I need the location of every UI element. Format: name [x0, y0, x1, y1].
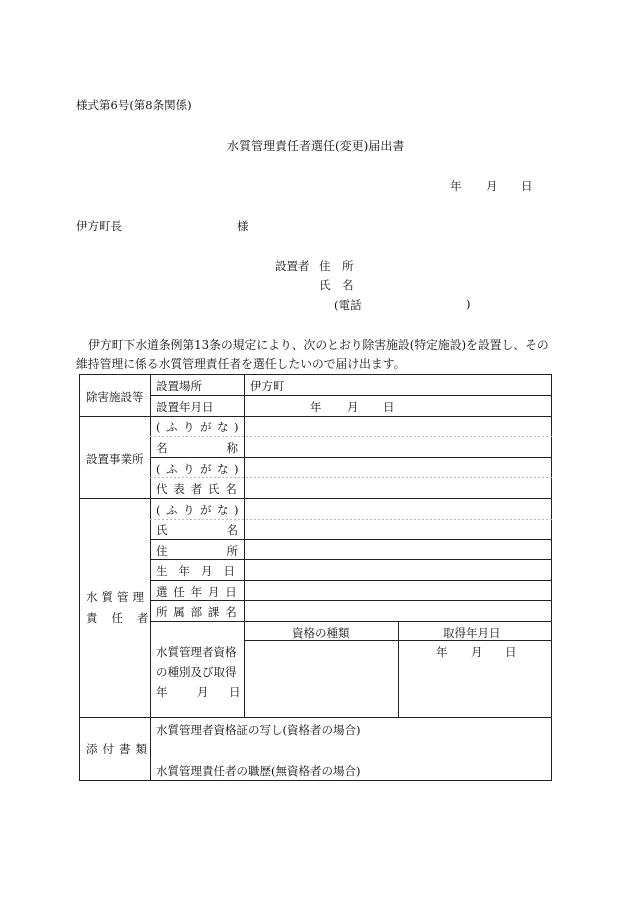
attachment-item-1: 水質管理者資格証の写し(資格者の場合): [156, 723, 361, 737]
addressee-name: 伊方町長: [76, 219, 122, 233]
manager-appoint-label: 選任年月日: [156, 585, 243, 599]
qual-date-day: 日: [505, 645, 517, 659]
office-furigana-2: (ふりがな): [156, 462, 244, 476]
form-number: 様式第6号(第8条関係): [76, 98, 192, 112]
facility-date-year: 年: [310, 400, 322, 414]
manager-dept-label: 所属部課名: [156, 605, 243, 619]
office-name-label: 名称: [156, 441, 297, 455]
manager-address-label: 住所: [156, 544, 297, 558]
applicant-label: 設置者: [275, 259, 310, 273]
office-rep-label: 代表者氏名: [156, 482, 243, 496]
qual-label-day: 日: [229, 685, 241, 699]
date-day: 日: [521, 179, 533, 193]
body-paragraph: [76, 336, 556, 374]
office-furigana: (ふりがな): [156, 420, 244, 434]
manager-header-line2: 責任者: [86, 611, 163, 625]
qual-date-header: 取得年月日: [443, 626, 501, 640]
document-title: 水質管理責任者選任(変更)届出書: [227, 139, 405, 153]
attachment-item-2: 水質管理責任者の職歴(無資格者の場合): [156, 764, 361, 778]
addressee-honorific: 様: [237, 219, 249, 233]
facility-location-label: 設置場所: [156, 379, 202, 393]
qual-label-line1: 水質管理者資格: [156, 645, 237, 659]
qual-date-month: 月: [471, 645, 483, 659]
qual-type-header: 資格の種類: [292, 626, 350, 640]
manager-birth-label: 生年月日: [156, 564, 246, 578]
facility-header: 除害施設等: [86, 390, 144, 404]
body-text: 伊方町下水道条例第13条の規定により、次のとおり除害施設(特定施設)を設置し、その維持管理に係る水質管理責任者を選任したいので届け出ます。: [76, 338, 549, 371]
applicant-name-label: 氏 名: [319, 278, 354, 292]
applicant-phone-open: (電話: [334, 298, 362, 312]
qual-label-month: 月: [197, 685, 209, 699]
facility-location-value: 伊方町: [250, 379, 285, 393]
facility-date-day: 日: [383, 400, 395, 414]
applicant-phone-close: ): [466, 297, 471, 311]
date-year: 年: [450, 179, 462, 193]
date-month: 月: [486, 179, 498, 193]
application-table: [79, 374, 552, 781]
office-header: 設置事業所: [86, 452, 144, 466]
attachments-header: 添付書類: [86, 742, 152, 756]
manager-header-line1: 水質管理: [86, 590, 148, 604]
applicant-address-label: 住 所: [319, 259, 354, 273]
table-grid: [79, 374, 552, 781]
qual-label-year: 年: [156, 685, 168, 699]
manager-furigana: (ふりがな): [156, 503, 244, 517]
facility-date-label: 設置年月日: [156, 400, 214, 414]
facility-date-month: 月: [347, 400, 359, 414]
qual-label-line2: の種別及び取得: [156, 665, 237, 679]
manager-name-label: 氏名: [156, 523, 297, 537]
qual-date-year: 年: [436, 645, 448, 659]
